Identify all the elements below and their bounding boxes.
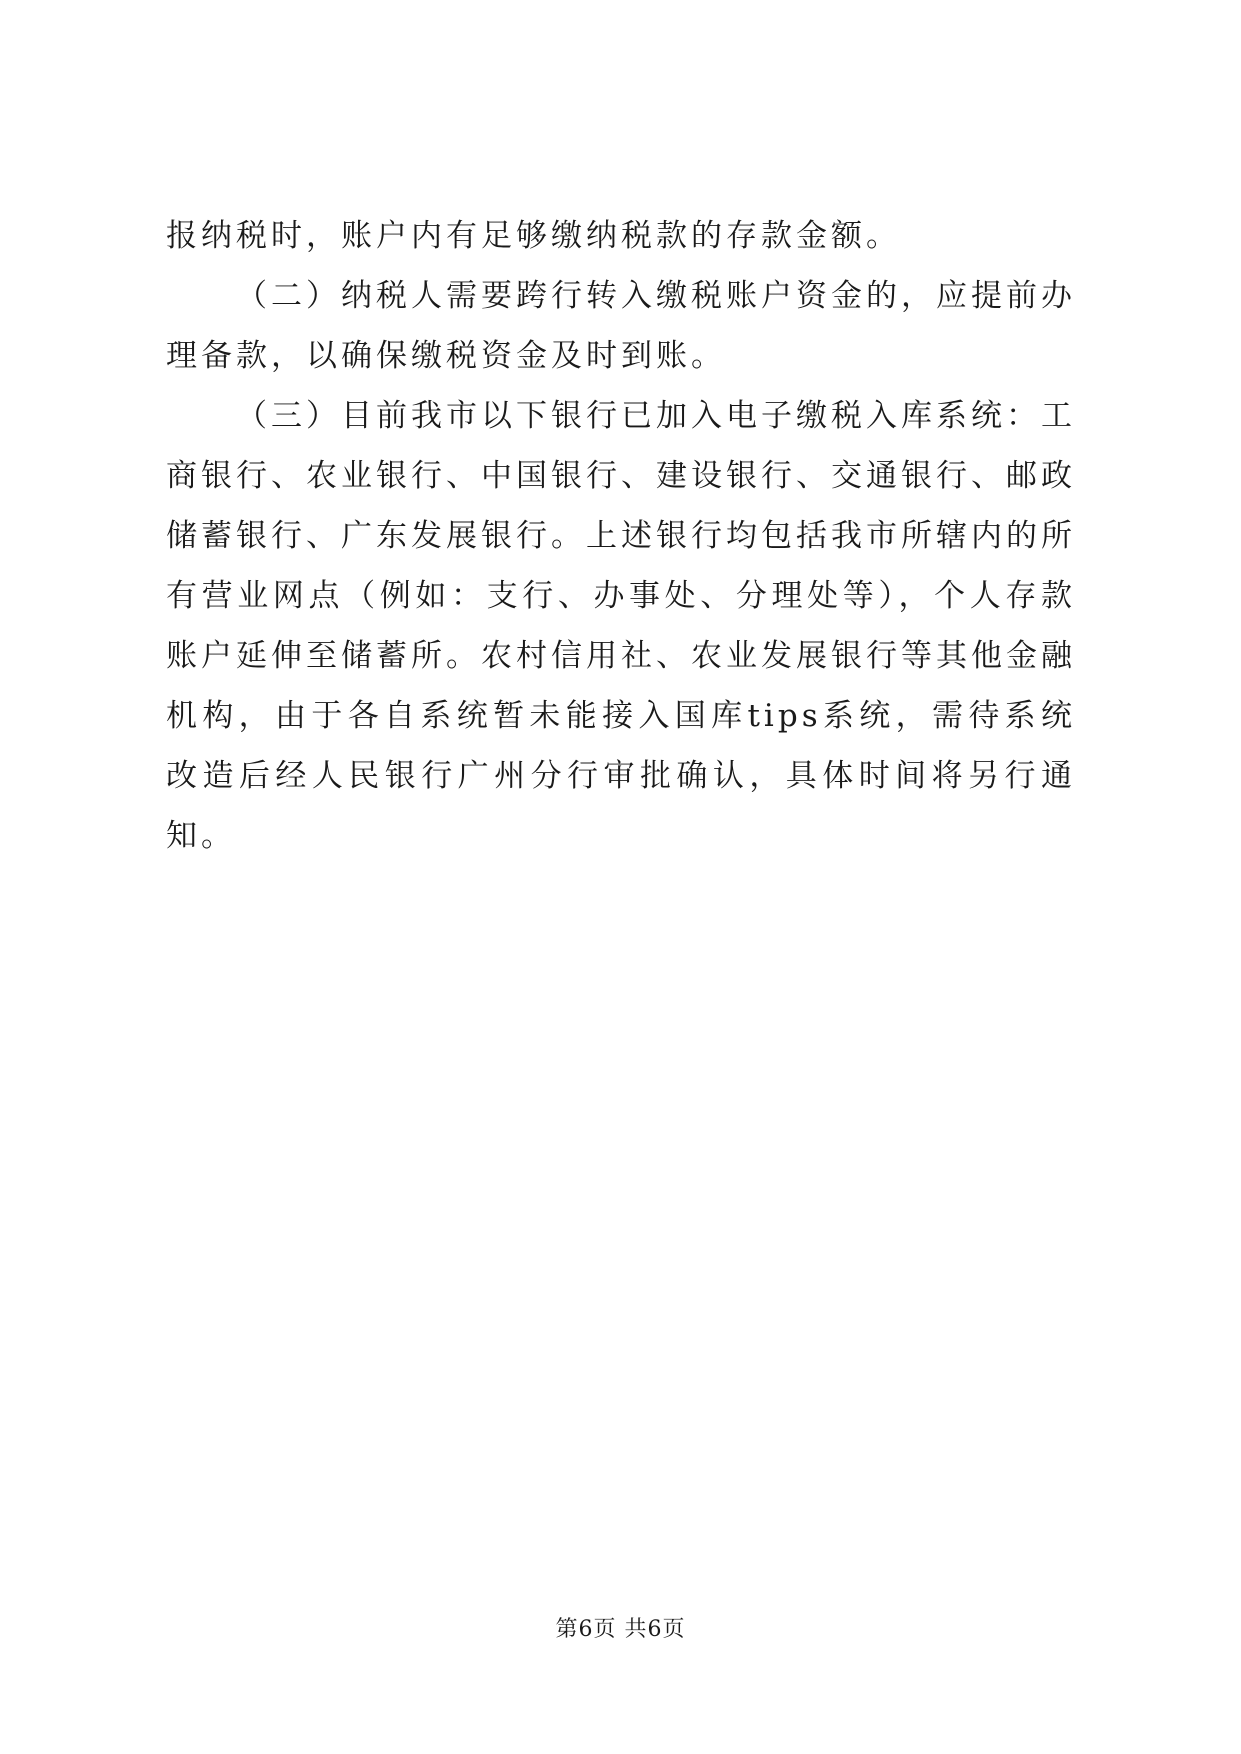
paragraph-item-2: （二）纳税人需要跨行转入缴税账户资金的，应提前办理备款，以确保缴税资金及时到账。 [166,278,1076,374]
paragraph-continuation: 报纳税时，账户内有足够缴纳税款的存款金额。 [166,218,901,254]
page-footer: 第6页 共6页 [555,1617,686,1642]
paragraph-item-3: （三）目前我市以下银行已加入电子缴税入库系统：工商银行、农业银行、中国银行、建设银行、交通银行、邮政储蓄银行、广东发展银行。上述银行均包括我市所辖内的所有营业网点（例如：支行、办事处、分理处等），个人存款账户延伸至储蓄所。农村信用社、农业发展银行等其他金融机构，由于各自系统暂未能接入国库tips系统，需待系统改造后经人民银行广州分行审批确认，具体时间将另行通知。 [166,398,1076,854]
document-body [166,206,1076,866]
